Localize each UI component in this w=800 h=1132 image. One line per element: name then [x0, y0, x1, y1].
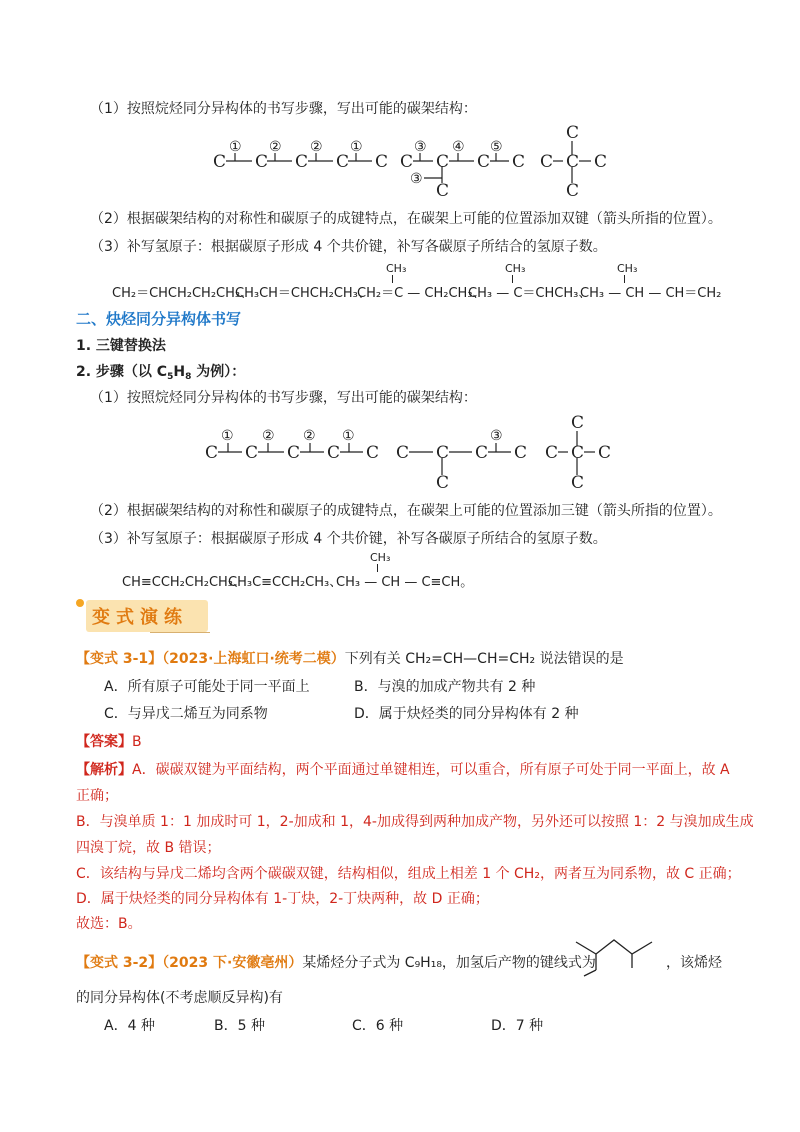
carbon-atom: C — [566, 152, 580, 172]
skeletal-formula — [570, 930, 660, 978]
carbon-atom: C — [205, 443, 219, 463]
carbon-atom: C — [545, 443, 559, 463]
answer: 【答案】B — [76, 734, 142, 750]
alkene-formula-1: CH₂＝CHCH₂CH₂CH₃、 — [112, 286, 254, 301]
position-mark: ② — [269, 139, 282, 155]
carbon-atom: C — [255, 152, 269, 172]
carbon-atom: C — [514, 443, 528, 463]
carbon-atom: C — [436, 473, 450, 493]
question-source: （2023 下·安徽亳州） — [162, 955, 303, 971]
alkyne-item2: 2. 步骤（以 $C_5H_8$ 为例）： — [76, 364, 246, 382]
position-mark: ② — [310, 139, 323, 155]
option-c: C．6 种 — [352, 1018, 404, 1034]
analysis-line-1: 【解析】A．碳碳双键为平面结构，两个平面通过单键相连，可以重合，所有原子可处于同一平面上，故 A — [76, 762, 730, 778]
position-mark: ② — [262, 428, 275, 444]
banner-underline — [150, 632, 210, 633]
alkene-methyl-5: CH₃ — [617, 262, 638, 275]
position-mark: ③ — [490, 428, 503, 444]
alkene-step1: （1）按照烷烃同分异构体的书写步骤，写出可能的碳架结构： — [90, 101, 477, 117]
alkyne-formula-3: CH₃ — CH — C≡CH。 — [336, 575, 474, 590]
carbon-atom: C — [375, 152, 389, 172]
carbon-atom: C — [287, 443, 301, 463]
carbon-atom: C — [396, 443, 410, 463]
carbon-atom: C — [594, 152, 608, 172]
option-d: D．属于炔烃类的同分异构体有 2 种 — [354, 706, 579, 722]
carbon-atom: C — [366, 443, 380, 463]
position-mark: ④ — [452, 139, 465, 155]
alkene-formula-5: CH₃ — CH — CH＝CH₂ — [580, 286, 722, 301]
carbon-atom: C — [436, 181, 450, 201]
option-c: C．与异戊二烯互为同系物 — [104, 706, 268, 722]
option-a: A．所有原子可能处于同一平面上 — [104, 679, 310, 695]
carbon-atom: C — [477, 152, 491, 172]
question-label: 【变式 3-1】 — [76, 651, 163, 667]
carbon-atom: C — [566, 181, 580, 201]
question-text: 某烯烃分子式为 C₉H₁₈，加氢后产物的键线式为 — [302, 955, 596, 971]
position-mark: ① — [342, 428, 355, 444]
question-3-1 — [76, 648, 624, 668]
option-a: A．4 种 — [104, 1018, 155, 1034]
banner-title: 变式演练 — [92, 607, 188, 628]
option-b: B．5 种 — [214, 1018, 265, 1034]
carbon-atom: C — [512, 152, 526, 172]
carbon-atom: C — [400, 152, 414, 172]
analysis-line-3: B．与溴单质 1：1 加成时可 1，2-加成和 1，4-加成得到两种加成产物，另外还可以按照 1：2 与溴加成生成 — [76, 814, 754, 830]
bond-line — [377, 564, 378, 572]
question-source: （2023·上海虹口·统考二模） — [162, 651, 345, 667]
carbon-atom: C — [327, 443, 341, 463]
option-d: D．7 种 — [491, 1018, 544, 1034]
position-mark: ⑤ — [490, 139, 503, 155]
alkene-methyl-4: CH₃ — [505, 262, 526, 275]
option-b: B．与溴的加成产物共有 2 种 — [354, 679, 536, 695]
alkene-formula-4: CH₃ — C＝CHCH₃、 — [468, 286, 592, 301]
alkyne-step2: （2）根据碳架结构的对称性和碳原子的成键特点，在碳架上可能的位置添加三键（箭头所指的位置）。 — [90, 503, 722, 519]
carbon-atom: C — [213, 152, 227, 172]
carbon-atom: C — [566, 123, 580, 143]
carbon-atom: C — [598, 443, 612, 463]
carbon-atom: C — [571, 473, 585, 493]
alkene-formula-3: CH₂＝C — CH₂CH₃、 — [357, 286, 486, 301]
position-mark: ① — [221, 428, 234, 444]
analysis-line-4: 四溴丁烷，故 B 错误； — [76, 840, 221, 856]
carbon-atom: C — [245, 443, 259, 463]
carbon-atom: C — [336, 152, 350, 172]
analysis-line-7: 故选：B。 — [76, 916, 142, 932]
question-text: 下列有关 CH₂=CH—CH=CH₂ 说法错误的是 — [344, 651, 624, 667]
speaker-icon — [76, 599, 84, 607]
alkene-step2: （2）根据碳架结构的对称性和碳原子的成键特点，在碳架上可能的位置添加双键（箭头所指的位置）。 — [90, 211, 722, 227]
section-title: 二、炔烃同分异构体书写 — [76, 310, 242, 328]
carbon-atom: C — [571, 443, 585, 463]
position-mark: ① — [350, 139, 363, 155]
carbon-atom: C — [436, 443, 450, 463]
alkene-step3: （3）补写氢原子：根据碳原子形成 4 个共价键，补写各碳原子所结合的氢原子数。 — [90, 239, 607, 255]
position-mark: ① — [229, 139, 242, 155]
carbon-atom: C — [571, 413, 585, 433]
question-text-c: 的同分异构体(不考虑顺反异构)有 — [76, 990, 283, 1006]
question-text-b: ，该烯烃 — [666, 955, 722, 971]
alkyne-step1: （1）按照烷烃同分异构体的书写步骤，写出可能的碳架结构： — [90, 390, 477, 406]
position-mark: ③ — [414, 139, 427, 155]
alkyne-formula-2: CH₃C≡CCH₂CH₃、 — [228, 575, 343, 590]
analysis-line-5: C．该结构与异戊二烯均含两个碳碳双键，结构相似，组成上相差 1 个 CH₂，两者互为同系物，故 C 正确； — [76, 866, 741, 882]
alkyne-item1: 1. 三键替换法 — [76, 338, 166, 354]
carbon-atom: C — [540, 152, 554, 172]
alkene-formula-2: CH₃CH＝CHCH₂CH₃、 — [235, 286, 371, 301]
analysis-line-2: 正确； — [76, 788, 118, 804]
carbon-atom: C — [295, 152, 309, 172]
analysis-line-6: D．属于炔烃类的同分异构体有 1-丁炔，2-丁炔两种，故 D 正确； — [76, 891, 489, 907]
position-mark: ③ — [410, 171, 423, 187]
carbon-atom: C — [436, 152, 450, 172]
alkyne-formula-1: CH≡CCH₂CH₂CH₃、 — [122, 575, 247, 590]
alkyne-methyl: CH₃ — [370, 551, 391, 564]
alkyne-step3: （3）补写氢原子：根据碳原子形成 4 个共价键，补写各碳原子所结合的氢原子数。 — [90, 531, 607, 547]
alkene-methyl-3: CH₃ — [386, 262, 407, 275]
question-3-2 — [76, 952, 596, 972]
carbon-atom: C — [475, 443, 489, 463]
question-label: 【变式 3-2】 — [76, 955, 163, 971]
position-mark: ② — [303, 428, 316, 444]
